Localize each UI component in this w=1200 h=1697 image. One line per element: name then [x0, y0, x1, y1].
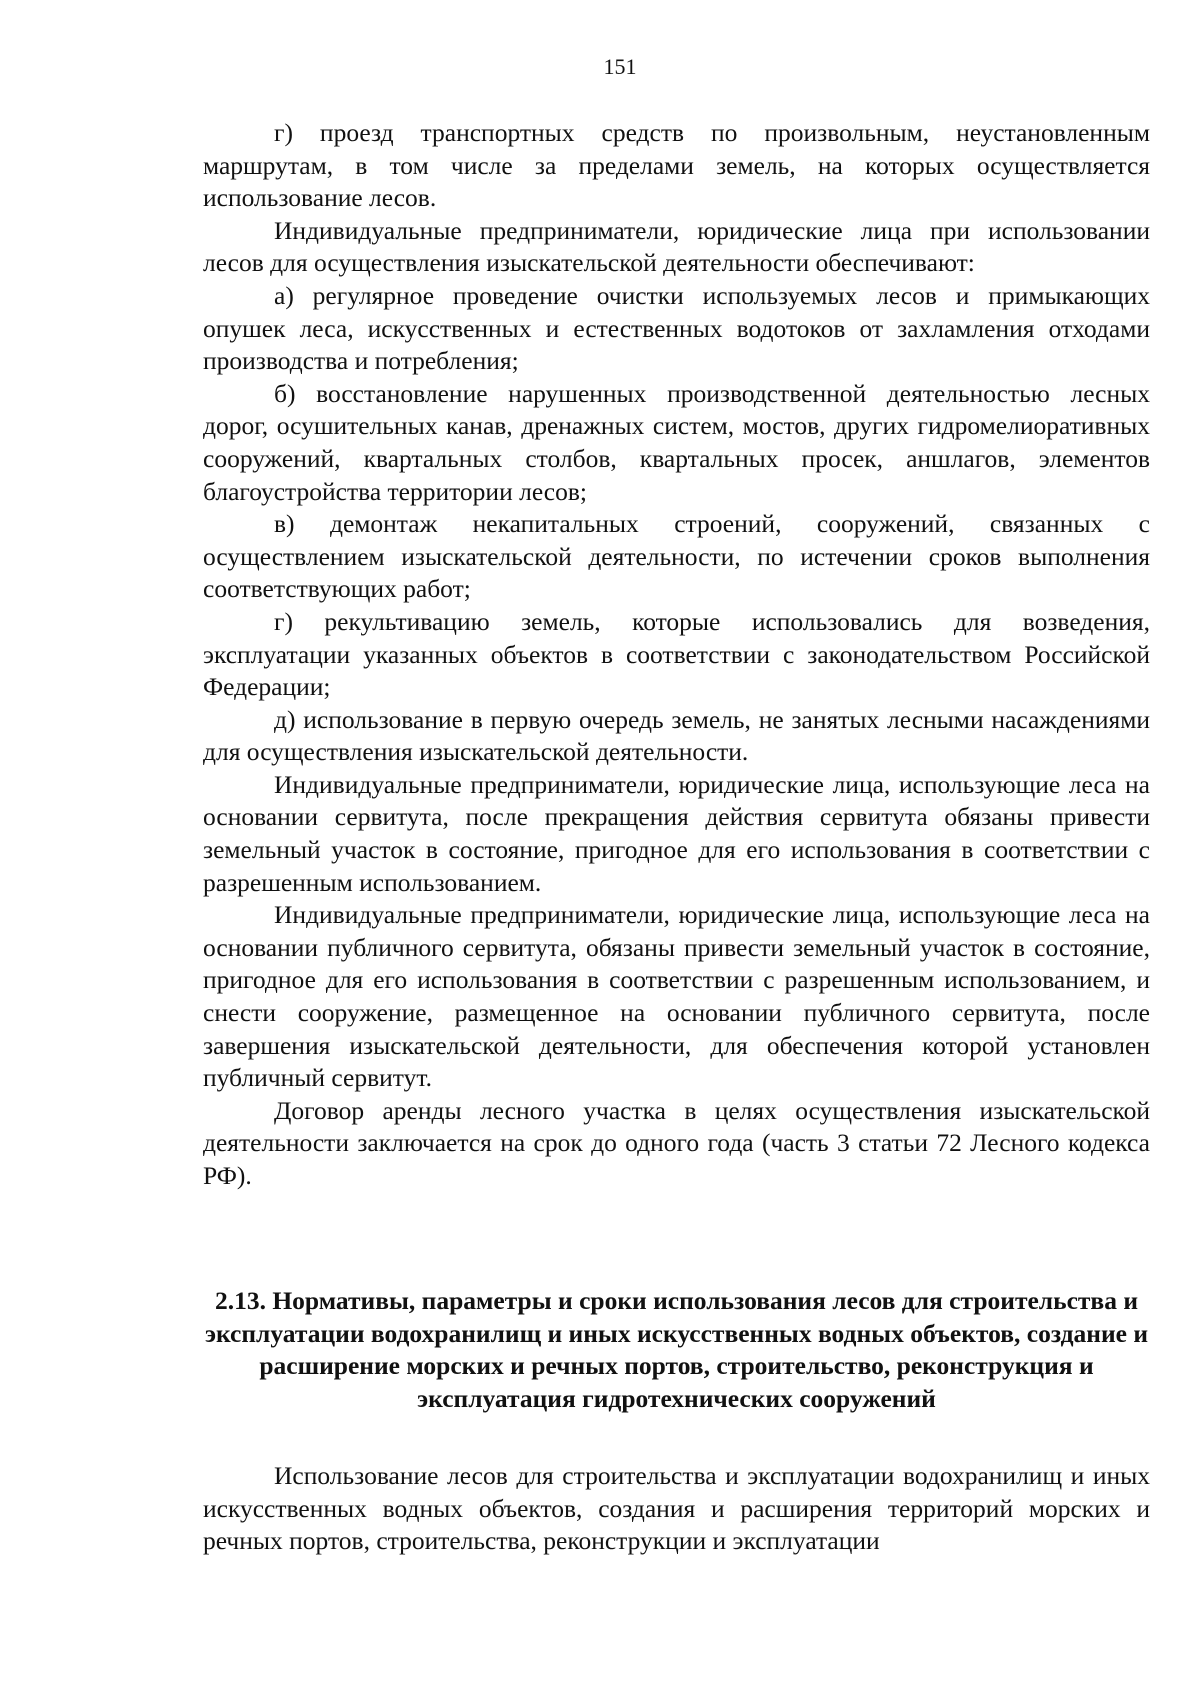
paragraph: Индивидуальные предприниматели, юридические лица, использующие леса на основании публичного сервитута, обязаны привести земельный участок в состояние, пригодное для его использования в соответствии с разрешенным использованием, и снести сооружение, размещенное на основании публичного сервитута, после завершения изыскательской деятельности, для обеспечения которой установлен публичный сервитут.	[203, 900, 1150, 1093]
paragraph: г) рекультивацию земель, которые использовались для возведения, эксплуатации указанных объектов в соответствии с законодательством Российской Федерации;	[203, 606, 1150, 702]
page-number: 151	[603, 54, 637, 79]
paragraph: Использование лесов для строительства и эксплуатации водохранилищ и иных искусственных водных объектов, создания и расширения территорий морских и речных портов, строительства, реконструкции и эксплуатации	[203, 1461, 1150, 1556]
paragraph: в) демонтаж некапитальных строений, сооружений, связанных с осуществлением изыскательской деятельности, по истечении сроков выполнения соответствующих работ;	[203, 509, 1150, 604]
paragraph: г) проезд транспортных средств по произвольным, неустановленным маршрутам, в том числе за пределами земель, на которых осуществляется использование лесов.	[203, 118, 1150, 213]
paragraph: Индивидуальные предприниматели, юридические лица при использовании лесов для осуществления изыскательской деятельности обеспечивают:	[203, 215, 1150, 278]
paragraph: Индивидуальные предприниматели, юридические лица, использующие леса на основании сервитута, после прекращения действия сервитута обязаны привести земельный участок в состояние, пригодное для его использования в соответствии с разрешенным использованием.	[203, 769, 1150, 897]
paragraph: д) использование в первую очередь земель, не занятых лесными насаждениями для осуществления изыскательской деятельности.	[203, 704, 1150, 767]
section-heading: 2.13. Нормативы, параметры и сроки использования лесов для строительства и эксплуатации водохранилищ и иных искусственных водных объектов, создание и расширение морских и речных портов, строительство, реконструкция и эксплуатация гидротехнических сооружений	[204, 1286, 1149, 1413]
section-body	[203, 1460, 1150, 1558]
document-body	[203, 117, 1150, 1193]
paragraph: Договор аренды лесного участка в целях осуществления изыскательской деятельности заключается на срок до одного года (часть 3 статьи 72 Лесного кодекса РФ).	[203, 1095, 1150, 1190]
paragraph: а) регулярное проведение очистки используемых лесов и примыкающих опушек леса, искусственных и естественных водотоков от захламления отходами производства и потребления;	[203, 280, 1150, 376]
paragraph: б) восстановление нарушенных производственной деятельностью лесных дорог, осушительных канав, дренажных систем, мостов, других гидромелиоративных сооружений, квартальных столбов, квартальных просек, аншлагов, элементов благоустройства территории лесов;	[203, 378, 1150, 506]
